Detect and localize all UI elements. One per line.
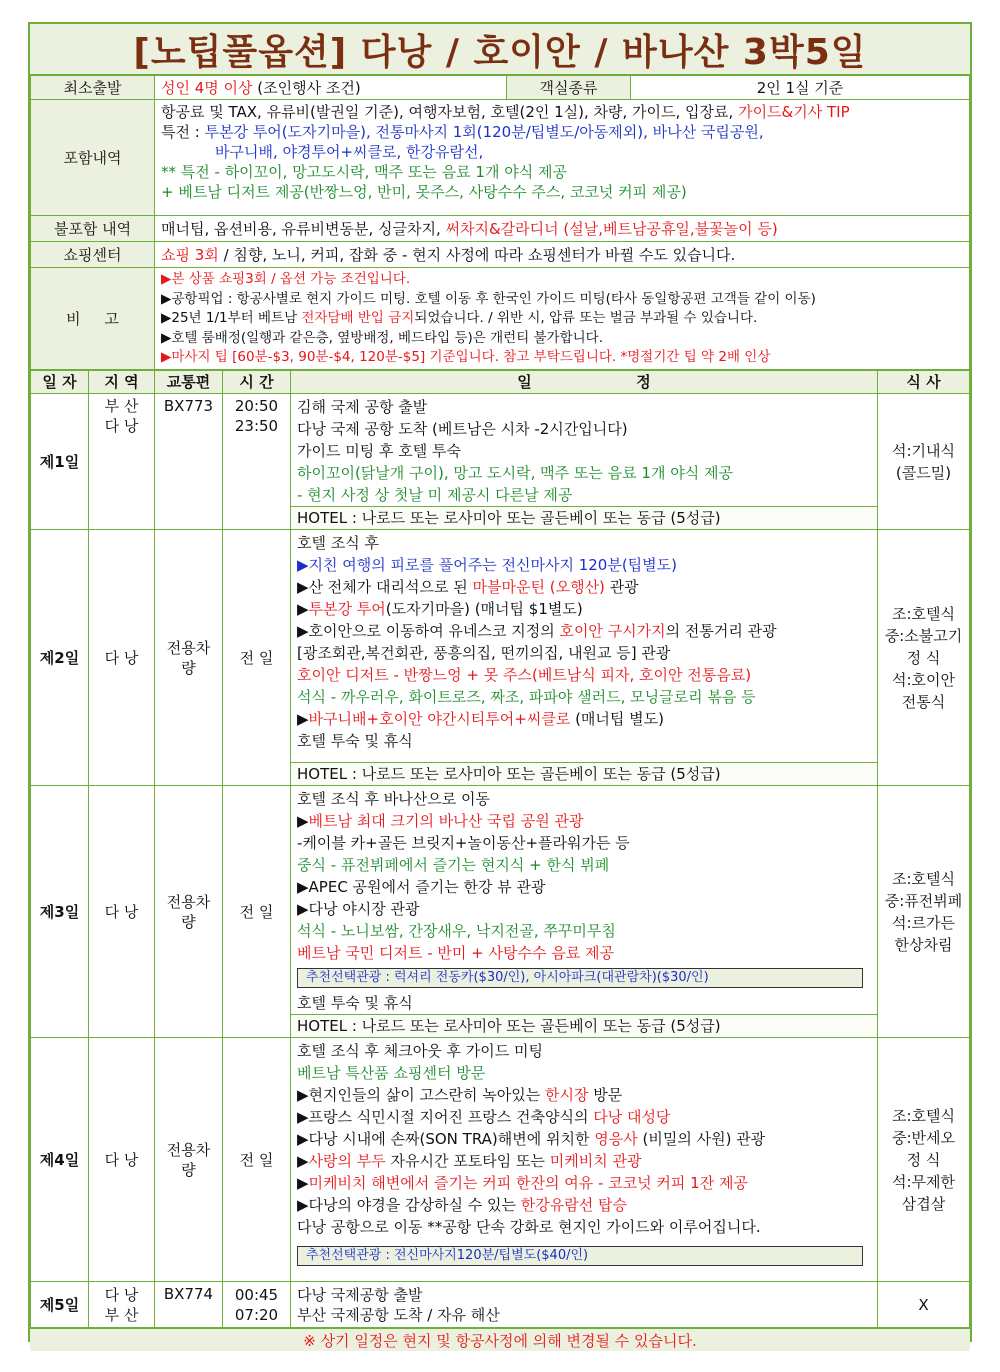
day-transport: BX773: [155, 394, 223, 530]
day-region: 부 산 다 낭: [89, 394, 155, 530]
day-time: 20:50 23:50: [223, 394, 291, 530]
day-region: 다 낭 부 산: [89, 1282, 155, 1328]
min-departure-label: 최소출발: [31, 76, 155, 100]
day-schedule: 호텔 조식 후 ▶지친 여행의 피로를 풀어주는 전신마사지 120분(팁별도) ▶산 전체가 대리석으로 된 마블마운틴 (오행산) 관광 ▶투본강 투어(도자기마을) (매너팁 $1별도) ▶호이안으로 이동하여 유네스코 지정의 호이안 구시가지의 전통거리 관광 [광조회관,복건회관, 풍흥의집, 떤끼의집, 내원교 등] 관광 호이안 디저트 - 반짱느엉 + 못 주스(베트남식 피자, 호이안 전통음료) 석식 - 까우러우, 화이트로즈, 짜조, 파파야 샐러드, 모닝글로리 볶음 등 ▶바구니배+호이안 야간시티투어+씨클로 (매너팁 별도) 호텔 투숙 및 휴식 HOTEL : 나로드 또는 로사미아 또는 골든베이 또는 동급 (5성급): [291, 530, 878, 786]
day-row: [31, 1282, 970, 1328]
day-meal: 조:호텔식 중:소불고기 정 식 석:호이안 전통식: [878, 530, 970, 786]
day-meal: 석:기내식 (콜드밀): [878, 394, 970, 530]
day-time: 전 일: [223, 530, 291, 786]
info-table: [30, 75, 970, 370]
recommended-option-box: 추천선택관광 : 럭셔리 전동카($30/인), 아시아파크(대관람차)($30/인): [297, 968, 863, 988]
header-schedule: 일 정: [291, 371, 878, 394]
day-schedule: 호텔 조식 후 바나산으로 이동 ▶베트남 최대 크기의 바나산 국립 공원 관광 -케이블 카+골든 브릿지+놀이동산+플라워가든 등 중식 - 퓨전뷔페에서 즐기는 현지식 + 한식 뷔페 ▶APEC 공원에서 즐기는 한강 뷰 관광 ▶다낭 야시장 관광 석식 - 노니보쌈, 간장새우, 낙지전골, 쭈꾸미무침 베트남 국민 디저트 - 반미 + 사탕수수 음료 제공 추천선택관광 : 럭셔리 전동카($30/인), 아시아파크(대관람차)($30/인) 호텔 투숙 및 휴식 HOTEL : 나로드 또는 로사미아 또는 골든베이 또는 동급 (5성급): [291, 786, 878, 1038]
shopping-label: 쇼핑센터: [31, 242, 155, 268]
room-type-label: 객실종류: [507, 76, 631, 100]
day-row: [31, 530, 970, 786]
remarks-label: 비 고: [31, 268, 155, 370]
day-label: 제1일: [31, 394, 89, 530]
header-region: 지 역: [89, 371, 155, 394]
day-region: 다 낭: [89, 530, 155, 786]
header-meal: 식 사: [878, 371, 970, 394]
excluded-label: 불포함 내역: [31, 216, 155, 242]
day-schedule: 다낭 국제공항 출발 부산 국제공항 도착 / 자유 해산: [291, 1282, 878, 1328]
header-date: 일 자: [31, 371, 89, 394]
day-region: 다 낭: [89, 786, 155, 1038]
day-schedule: 김해 국제 공항 출발 다낭 국제 공항 도착 (베트남은 시차 -2시간입니다) 가이드 미팅 후 호텔 투숙 하이꼬이(닭날개 구이), 망고 도시락, 맥주 또는 음료 1개 야식 제공 - 현지 사정 상 첫날 미 제공시 다른날 제공 HOTEL : 나로드 또는 로사미아 또는 골든베이 또는 동급 (5성급): [291, 394, 878, 530]
day-meal: X: [878, 1282, 970, 1328]
itinerary-sheet: [28, 22, 972, 1350]
day-time: 00:45 07:20: [223, 1282, 291, 1328]
day-schedule: 호텔 조식 후 체크아웃 후 가이드 미팅 베트남 특산품 쇼핑센터 방문 ▶현지인들의 삶이 고스란히 녹아있는 한시장 방문 ▶프랑스 식민시절 지어진 프랑스 건축양식의 다낭 대성당 ▶다낭 시내에 손짜(SON TRA)해변에 위치한 영응사 (비밀의 사원) 관광 ▶사랑의 부두 자유시간 포토타임 또는 미케비치 관광 ▶미케비치 해변에서 즐기는 커피 한잔의 여유 - 코코넛 커피 1잔 제공 ▶다낭의 야경을 감상하실 수 있는 한강유람선 탑승 다낭 공항으로 이동 **공항 단속 강화로 현지인 가이드와 이루어집니다. 추천선택관광 : 전신마사지120분/팁별도($40/인): [291, 1038, 878, 1282]
schedule-table: [30, 370, 970, 1328]
day-label: 제2일: [31, 530, 89, 786]
hotel-line: HOTEL : 나로드 또는 로사미아 또는 골든베이 또는 동급 (5성급): [291, 1014, 877, 1037]
included-label: 포함내역: [31, 100, 155, 216]
recommended-option-box: 추천선택관광 : 전신마사지120분/팁별도($40/인): [297, 1246, 863, 1266]
page-title: [노팁풀옵션] 다낭 / 호이안 / 바나산 3박5일: [30, 24, 970, 75]
day-transport: 전용차량: [155, 1038, 223, 1282]
footer-notice: ※ 상기 일정은 현지 및 항공사정에 의해 변경될 수 있습니다.: [30, 1328, 970, 1351]
header-time: 시 간: [223, 371, 291, 394]
excluded-content: 매너팁, 옵션비용, 유류비변동분, 싱글차지, 써차지&갈라디너 (설날,베트남공휴일,불꽃놀이 등): [155, 216, 970, 242]
day-label: 제5일: [31, 1282, 89, 1328]
hotel-line: HOTEL : 나로드 또는 로사미아 또는 골든베이 또는 동급 (5성급): [291, 762, 877, 785]
day-meal: 조:호텔식 중:퓨전뷔페 석:르가든 한상차림: [878, 786, 970, 1038]
included-content: 항공료 및 TAX, 유류비(발권일 기준), 여행자보험, 호텔(2인 1실), 차량, 가이드, 입장료, 가이드&기사 TIP 특전 : 투본강 투어(도자기마을), 전통마사지 1회(120분/팁별도/아동제외), 바나산 국립공원, 바구니배, 야경투어+씨클로, 한강유람선, ** 특전 - 하이꼬이, 망고도시락, 맥주 또는 음료 1개 야식 제공 + 베트남 디저트 제공(반짱느엉, 반미, 못주스, 사탕수수 주스, 코코넛 커피 제공): [155, 100, 970, 216]
day-transport: 전용차량: [155, 530, 223, 786]
day-time: 전 일: [223, 786, 291, 1038]
day-row: [31, 394, 970, 530]
remarks-content: ▶본 상품 쇼핑3회 / 옵션 가능 조건입니다. ▶공항픽업 : 항공사별로 현지 가이드 미팅. 호텔 이동 후 한국인 가이드 미팅(타사 동일항공편 고객들 같이 이동) ▶25년 1/1부터 베트남 전자담배 반입 금지되었습니다. / 위반 시, 압류 또는 벌금 부과될 수 있습니다. ▶호텔 룸배정(일행과 같은층, 옆방배정, 베드타입 등)은 개런티 불가합니다. ▶마사지 팁 [60분-$3, 90분-$4, 120분-$5] 기준입니다. 참고 부탁드립니다. *명절기간 팁 약 2배 인상: [155, 268, 970, 370]
day-label: 제3일: [31, 786, 89, 1038]
day-row: [31, 786, 970, 1038]
day-transport: 전용차량: [155, 786, 223, 1038]
schedule-header-row: [31, 371, 970, 394]
day-row: [31, 1038, 970, 1282]
day-meal: 조:호텔식 중:반세오 정 식 석:무제한 삼겹살: [878, 1038, 970, 1282]
header-transport: 교통편: [155, 371, 223, 394]
day-region: 다 낭: [89, 1038, 155, 1282]
hotel-line: HOTEL : 나로드 또는 로사미아 또는 골든베이 또는 동급 (5성급): [291, 506, 877, 529]
min-departure-value: 성인 4명 이상 (조인행사 조건): [155, 76, 507, 100]
shopping-content: 쇼핑 3회 / 침향, 노니, 커피, 잡화 중 - 현지 사정에 따라 쇼핑센터가 바뀔 수도 있습니다.: [155, 242, 970, 268]
day-transport: BX774: [155, 1282, 223, 1328]
day-label: 제4일: [31, 1038, 89, 1282]
day-time: 전 일: [223, 1038, 291, 1282]
room-type-value: 2인 1실 기준: [631, 76, 970, 100]
